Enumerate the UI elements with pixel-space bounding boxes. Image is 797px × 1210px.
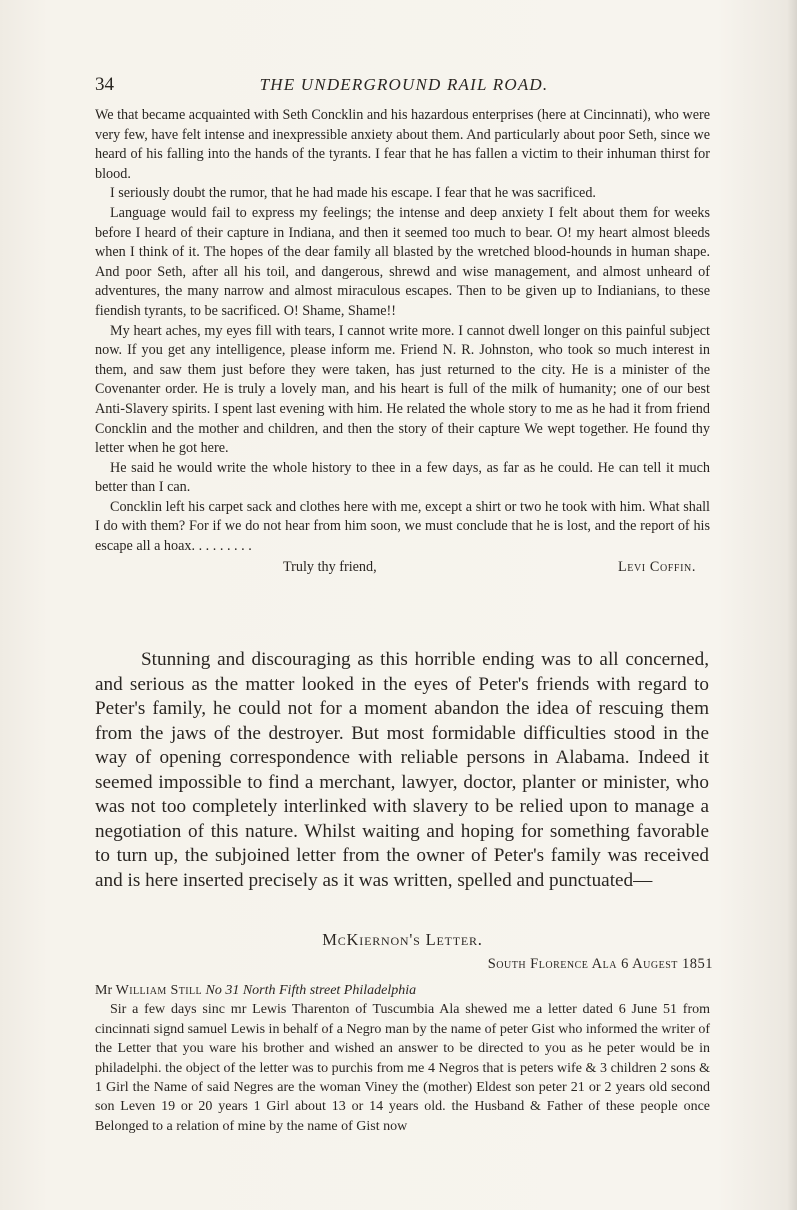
section-heading: McKiernon's Letter.	[322, 930, 483, 949]
running-title: THE UNDERGROUND RAIL ROAD.	[259, 75, 549, 94]
narrative-paragraph: Stunning and discouraging as this horrible ending was to all concerned, and serious as the matter looked in the eyes of Peter's friends with regard to Peter's family, he could not for a moment abandon the idea of rescuing them from the jaws of the destroyer. But most formidable difficulties stood in the way of opening correspondence with reliable persons in Alabama. Indeed it seemed impossible to find a merchant, lawyer, doctor, planter or minister, who was not too completely interlinked with slavery to be relied upon to manage a negotiation of this nature. Whilst waiting and hoping for something favorable to turn up, the subjoined letter from the owner of Peter's family was received and is here inserted precisely as it was written, spelled and punctuated—	[95, 649, 709, 891]
letter-dateline: South Florence Ala 6 Augest 1851	[487, 956, 713, 972]
page-edge-shadow	[787, 0, 797, 1210]
letter-paragraph: We that became acquainted with Seth Concklin and his hazardous enterprises (here at Cincinnati), who were very few, have felt intense and inexpressible anxiety about them. And particularly about poor Seth, since we heard of his falling into the hands of the tyrants. I fear that he has fallen a victim to their inhuman thirst for blood.	[95, 107, 711, 182]
address-prefix: Mr	[95, 983, 116, 998]
letter-paragraph: Concklin left his carpet sack and clothes here with me, except a shirt or two he took with him. What shall I do with them? For if we do not hear from him soon, we must conclude that he is lost, and the report of his escape all a hoax. . . . . . . . .	[95, 498, 710, 555]
letter-paragraph: I seriously doubt the rumor, that he had made his escape. I fear that he was sacrificed.	[110, 185, 596, 202]
letter-signature: Levi Coffin.	[618, 558, 696, 575]
mckiernon-letter	[95, 981, 710, 1136]
letter-body: Sir a few days sinc mr Lewis Tharenton of Tuscumbia Ala shewed me a letter dated 6 June 51 from cincinnati signd samuel Lewis in behalf of a Negro man by the name of peter Gist who informed the writer of the Letter that you ware his brother and wished an answer to be directed to you as he peter would be in philadelphi. the object of the letter was to purchis from me 4 Negros that is peters wife & 3 children 2 sons & 1 Girl the Name of said Negres are the woman Viney the (mother) Eldest son peter 21 or 2 years old second son Leven 19 or 20 years 1 Girl about 13 or 14 years old. the Husband & Father of these people once Belonged to a relation of mine by the name of Gist now	[95, 1002, 710, 1134]
narrative-text	[95, 648, 709, 893]
letter-address	[95, 981, 710, 1000]
letter-paragraph: He said he would write the whole history to thee in a few days, as far as he could. He can tell it much better than I can.	[95, 459, 710, 496]
signature-line	[95, 558, 710, 578]
address-name: William Still	[115, 983, 202, 998]
coffin-letter	[95, 106, 710, 578]
letter-closing: Truly thy friend,	[283, 558, 377, 575]
page-header	[95, 74, 713, 100]
letter-paragraph: My heart aches, my eyes fill with tears, I cannot write more. I cannot dwell longer on this painful subject now. If you get any intelligence, please inform me. Friend N. R. Johnston, who took so much interest in them, and saw them just before they were taken, has just returned to the city. He is a minister of the Covenanter order. He is truly a lovely man, and his heart is full of the milk of humanity; one of our best Anti-Slavery spirits. I spent last evening with him. He related the whole story to me as he had it from friend Concklin and the mother and children, and then the story of their capture We wept together. He found thy letter when he got here.	[95, 322, 710, 457]
letter-paragraph: Language would fail to express my feelings; the intense and deep anxiety I felt about them for weeks before I heard of their capture in Indiana, and then it seemed too much to bear. O! my heart almost bleeds when I think of it. The hopes of the dear family all blasted by the wretched blood-hounds in human shape. And poor Seth, after all his toil, and dangerous, shrewd and wise management, and almost unheard of adventures, the many narrow and almost miraculous escapes. Then to be given up to Indianians, to these fiendish tyrants, to be sacrificed. O! Shame, Shame!!	[95, 204, 710, 319]
address-street: No 31 North Fifth street Philadelphia	[201, 983, 417, 998]
page-number: 34	[95, 74, 114, 95]
